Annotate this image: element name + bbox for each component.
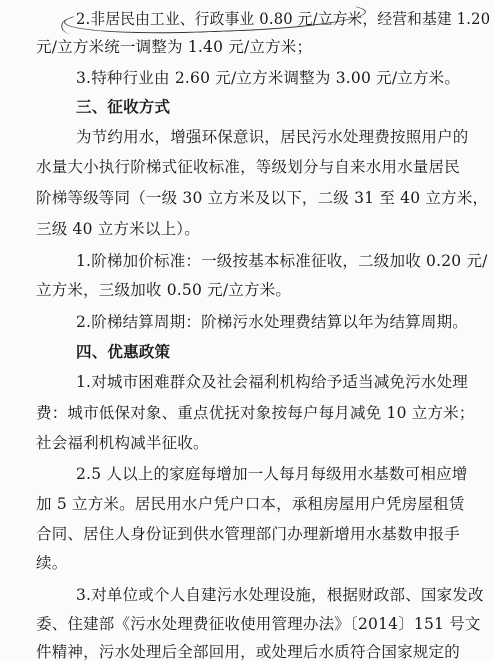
text-line: 合同、居住人身份证到供水管理部门办理新增用水基数申报手 — [36, 525, 460, 543]
text-line: 委、住建部《污水处理费征收使用管理办法》〔2014〕151 号文 — [36, 615, 481, 633]
text-line: 加 5 立方米。居民用水户凭户口本，承租房屋用户凭房屋租赁 — [36, 495, 465, 513]
text-line: 水量大小执行阶梯式征收标准，等级划分与自来水用水量居民 — [36, 158, 460, 176]
text-line: 3.对单位或个人自建污水处理设施，根据财政部、国家发改 — [76, 586, 484, 604]
section-heading: 三、征收方式 — [76, 98, 171, 116]
text-line: 社会福利机构减半征收。 — [36, 434, 209, 452]
text-line: 2.5 人以上的家庭每增加一人每月每级用水基数可相应增 — [76, 465, 468, 483]
text-line: 3.特种行业由 2.60 元/立方米调整为 3.00 元/立方米。 — [76, 69, 461, 87]
text-line: 2.阶梯结算周期：阶梯污水处理费结算以年为结算周期。 — [76, 313, 468, 331]
text-line: 续。 — [36, 554, 68, 572]
text-line: 2.非居民由工业、行政事业 0.80 元/立方米，经营和基建 1.20 — [76, 10, 491, 28]
text-line: 1.阶梯加价标准：一级按基本标准征收，二级加收 0.20 元/ — [76, 252, 488, 270]
text-line: 元/立方米统一调整为 1.40 元/立方米； — [36, 38, 313, 56]
text-line: 立方米，三级加收 0.50 元/立方米。 — [36, 281, 292, 299]
text-line: 阶梯等级等同（一级 30 立方米及以下，二级 31 至 40 立方米， — [36, 189, 489, 207]
text-line: 件精神，污水处理后全部回用，或处理后水质符合国家规定的 — [36, 643, 460, 661]
text-line: 1.对城市困难群众及社会福利机构给予适当减免污水处理 — [76, 373, 468, 391]
text-line: 为节约用水，增强环保意识，居民污水处理费按照用户的 — [76, 128, 469, 146]
text-line: 三级 40 立方米以上）。 — [36, 220, 200, 238]
text-line: 费：城市低保对象、重点优抚对象按每户每月减免 10 立方米； — [36, 404, 475, 422]
section-heading: 四、优惠政策 — [76, 343, 171, 361]
